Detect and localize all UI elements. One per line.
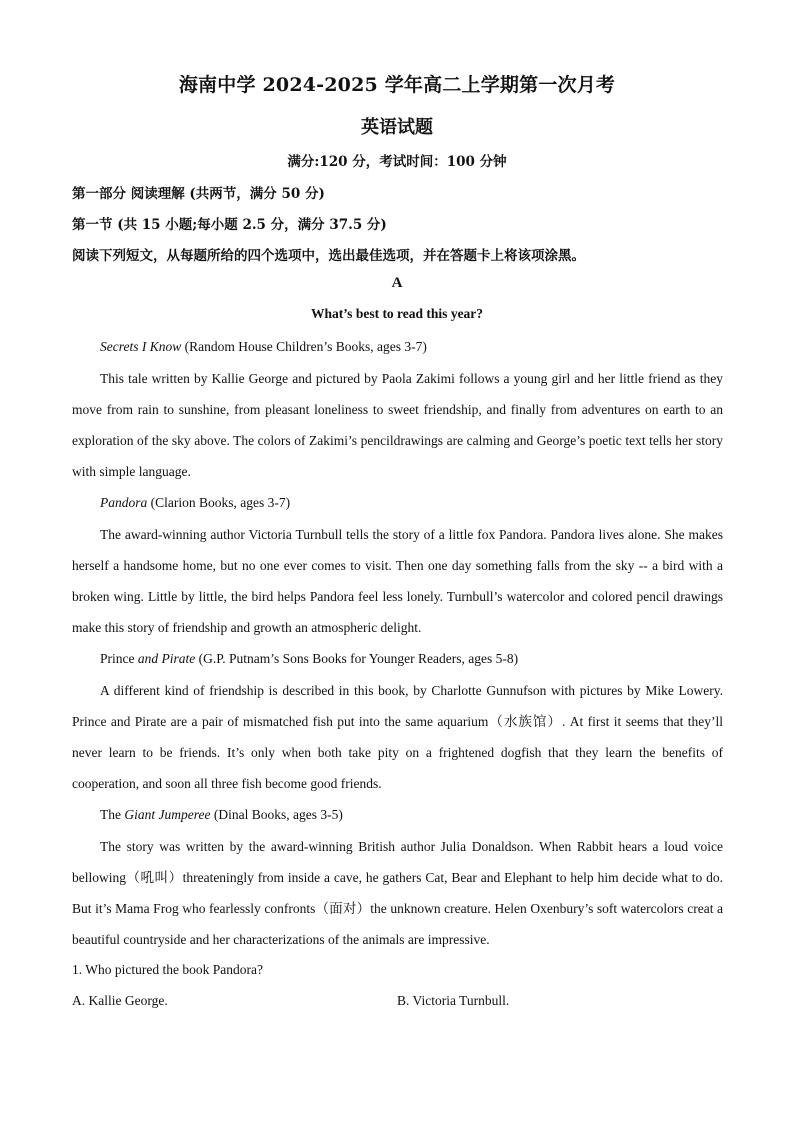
book-description: A different kind of friendship is described in this book, by Charlotte Gunnufson with pictures by Mike Lowery. Prince and Pirate are a pair of mismatched fish put into the same aquarium（水族馆）. At first it seems that they’ll never learn to be friends. It’s only when both take pity on a frightened dogfish that they learn the benefits of cooperation, and soon all three fish become good friends. (72, 683, 723, 791)
book-description: The story was written by the award-winning British author Julia Donaldson. When Rabbit hears a loud voice bellowing（吼叫）threateningly from inside a cave, he gathers Cat, Bear and Elephant to help him decide what to do. But it’s Mama Frog who fearlessly confronts（面对）the unknown creature. Helen Oxenbury’s soft watercolors creat a beautiful countryside and her characterizations of the animals are impressive. (72, 839, 723, 947)
book-description: This tale written by Kallie George and pictured by Paola Zakimi follows a young girl and her little friend as they move from rain to sunshine, from pleasant loneliness to sweet friendship, and finally from adventures on earth to an exploration of the sky above. The colors of Zakimi’s pencildrawings are calming and George’s poetic text tells her story with simple language. (72, 371, 723, 479)
exam-info: 满分:120 分，考试时间：100 分钟 (287, 154, 507, 170)
book-heading (100, 807, 343, 823)
book-heading-prefix: Prince (100, 651, 138, 666)
book-title: Secrets I Know (100, 339, 182, 354)
book-publisher: (Clarion Books, ages 3-7) (147, 495, 291, 510)
instructions: 阅读下列短文，从每题所给的四个选项中，选出最佳选项，并在答题卡上将该项涂黑。 (72, 248, 585, 264)
book-publisher: (G.P. Putnam’s Sons Books for Younger Readers, ages 5-8) (195, 651, 519, 666)
book-publisher: (Random House Children’s Books, ages 3-7) (181, 339, 427, 354)
book-heading (100, 495, 290, 511)
question-stem: 1. Who pictured the book Pandora? (72, 962, 263, 977)
book-heading (100, 339, 427, 355)
option-b: B. Victoria Turnbull. (397, 993, 510, 1008)
passage-title: What’s best to read this year? (310, 306, 484, 321)
book-publisher: (Dinal Books, ages 3-5) (210, 807, 343, 822)
exam-subject: 英语试题 (361, 117, 433, 138)
book-heading-prefix: The (100, 807, 125, 822)
option-a: A. Kallie George. (72, 993, 168, 1008)
book-title: Giant Jumperee (124, 807, 211, 822)
exam-title: 海南中学 2024-2025 学年高二上学期第一次月考 (178, 74, 616, 96)
part-heading: 第一部分 阅读理解 (共两节，满分 50 分) (72, 186, 325, 202)
section-heading: 第一节 (共 15 小题;每小题 2.5 分，满分 37.5 分) (72, 217, 387, 233)
book-heading (100, 651, 518, 667)
book-description: The award-winning author Victoria Turnbull tells the story of a little fox Pandora. Pandora lives alone. She makes herself a handsome home, but no one ever comes to visit. Then one day something falls from the sky -- a bird with a broken wing. Little by little, the bird helps Pandora feel less lonely. Turnbull’s watercolor and colored pencil drawings make this story of friendship and growth an atmospheric delight. (72, 527, 723, 635)
passage-letter: A (391, 275, 403, 291)
book-title: and Pirate (137, 651, 196, 666)
book-title: Pandora (100, 495, 148, 510)
